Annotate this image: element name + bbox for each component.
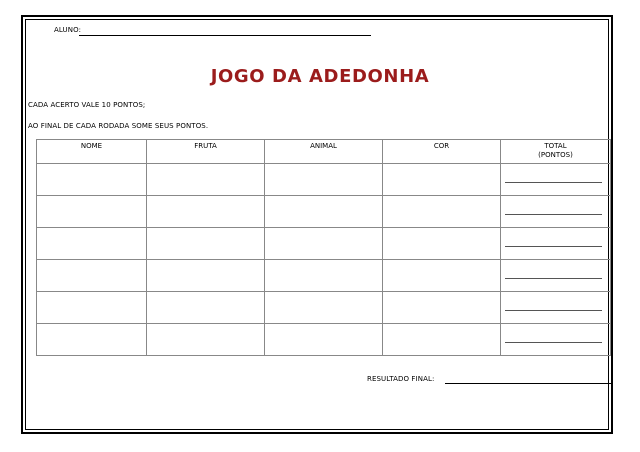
cell-nome[interactable] (37, 324, 147, 356)
cell-total[interactable] (501, 164, 611, 196)
cell-animal[interactable] (265, 260, 383, 292)
cell-nome[interactable] (37, 228, 147, 260)
cell-animal[interactable] (265, 164, 383, 196)
score-line (505, 278, 602, 279)
cell-nome[interactable] (37, 292, 147, 324)
score-line (505, 214, 602, 215)
student-name-line (79, 35, 371, 36)
cell-cor[interactable] (383, 164, 501, 196)
table-header-row (37, 140, 611, 164)
student-name-label: ALUNO: (54, 26, 82, 34)
table-row (37, 164, 611, 196)
table-row (37, 196, 611, 228)
game-table (36, 139, 611, 356)
cell-animal[interactable] (265, 196, 383, 228)
score-line (505, 310, 602, 311)
cell-nome[interactable] (37, 196, 147, 228)
cell-animal[interactable] (265, 324, 383, 356)
cell-fruta[interactable] (147, 164, 265, 196)
column-header-animal: ANIMAL (265, 140, 383, 164)
cell-cor[interactable] (383, 228, 501, 260)
cell-fruta[interactable] (147, 324, 265, 356)
page-title: JOGO DA ADEDONHA (210, 66, 430, 87)
column-header-nome: NOME (37, 140, 147, 164)
column-header-cor: COR (383, 140, 501, 164)
cell-fruta[interactable] (147, 260, 265, 292)
table-row (37, 324, 611, 356)
score-line (505, 246, 602, 247)
cell-cor[interactable] (383, 260, 501, 292)
cell-fruta[interactable] (147, 196, 265, 228)
instruction-scoring: CADA ACERTO VALE 10 PONTOS; (28, 101, 146, 109)
cell-nome[interactable] (37, 164, 147, 196)
cell-fruta[interactable] (147, 228, 265, 260)
final-result-line (445, 383, 612, 384)
column-header-fruta: FRUTA (147, 140, 265, 164)
table-row (37, 260, 611, 292)
cell-animal[interactable] (265, 292, 383, 324)
cell-total[interactable] (501, 324, 611, 356)
column-header-total: TOTAL (PONTOS) (501, 140, 611, 164)
cell-total[interactable] (501, 260, 611, 292)
score-line (505, 182, 602, 183)
cell-fruta[interactable] (147, 292, 265, 324)
table-row (37, 292, 611, 324)
cell-total[interactable] (501, 196, 611, 228)
cell-total[interactable] (501, 228, 611, 260)
cell-nome[interactable] (37, 260, 147, 292)
cell-cor[interactable] (383, 292, 501, 324)
cell-total[interactable] (501, 292, 611, 324)
cell-cor[interactable] (383, 324, 501, 356)
score-line (505, 342, 602, 343)
final-result-label: RESULTADO FINAL: (367, 375, 435, 383)
cell-cor[interactable] (383, 196, 501, 228)
instruction-sum: AO FINAL DE CADA RODADA SOME SEUS PONTOS. (28, 122, 209, 130)
cell-animal[interactable] (265, 228, 383, 260)
table-row (37, 228, 611, 260)
